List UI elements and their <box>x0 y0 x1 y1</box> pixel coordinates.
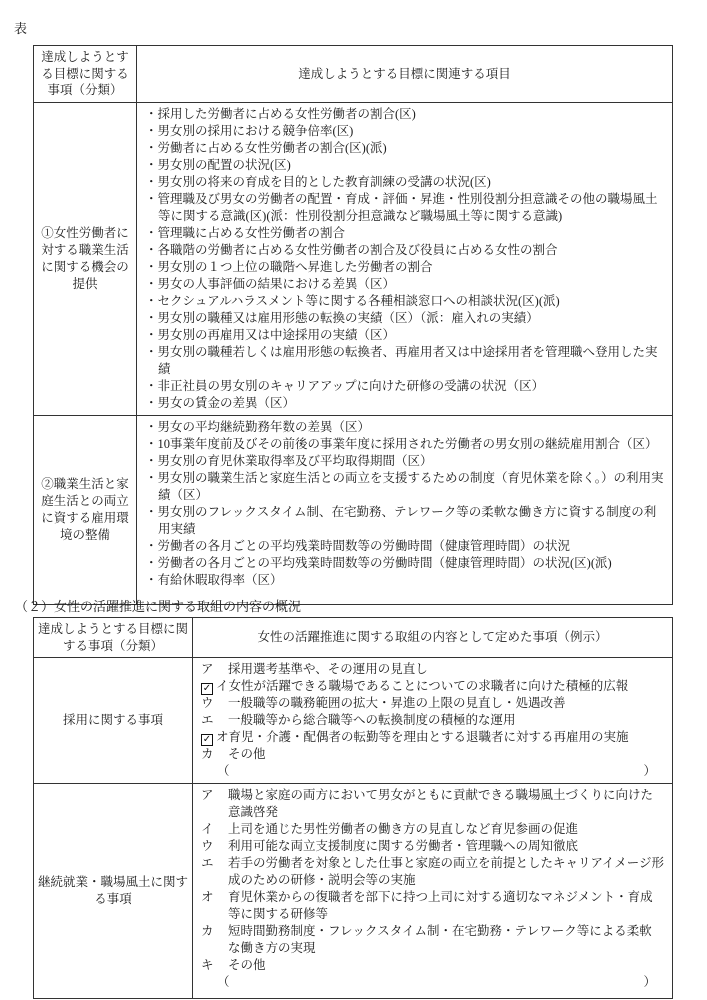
kana-item <box>201 855 664 889</box>
table2-header-category: 達成しようとする目標に関する事項（分類） <box>34 618 193 658</box>
bullet-item <box>145 242 664 259</box>
item-kana: ウ <box>201 839 214 853</box>
bullet-item <box>145 419 664 436</box>
bullet-list <box>145 419 664 589</box>
bullet-item <box>145 140 664 157</box>
bullet-icon: ・ <box>145 538 158 553</box>
bullet-icon: ・ <box>145 453 158 468</box>
bullet-item <box>145 293 664 310</box>
item-text: 管理職に占める女性労働者の割合 <box>157 225 346 240</box>
item-text: その他 <box>228 958 266 972</box>
item-kana: イ <box>216 679 229 693</box>
item-text: 採用選考基準や、その運用の見直し <box>228 662 428 676</box>
item-text: 若手の労働者を対象とした仕事と家庭の両立を前提としたキャリアイメージ形成のための研修・説明会等の実施 <box>228 856 665 887</box>
goal-related-items-table <box>33 45 673 605</box>
item-text: 男女別の育児休業取得率及び平均取得期間（区） <box>157 453 433 468</box>
item-prefix <box>201 712 228 729</box>
bullet-item <box>145 395 664 412</box>
bullet-icon: ・ <box>145 140 158 155</box>
bullet-icon: ・ <box>145 191 158 206</box>
bullet-icon: ・ <box>145 259 158 274</box>
item-text: 育児・介護・配偶者の転勤等を理由とする退職者に対する再雇用の実施 <box>228 730 629 744</box>
bullet-icon: ・ <box>145 327 158 342</box>
item-prefix <box>201 838 228 855</box>
table2-row1-category: 採用に関する事項 <box>34 658 193 784</box>
item-text: 男女別の採用における競争倍率(区) <box>157 123 354 138</box>
bullet-item <box>145 259 664 276</box>
kana-item <box>201 957 664 974</box>
item-text: 採用した労働者に占める女性労働者の割合(区) <box>157 106 416 121</box>
bullet-item <box>145 344 664 378</box>
item-text: 上司を通じた男性労働者の働き方の見直しなど育児参画の促進 <box>228 822 579 836</box>
bullet-icon: ・ <box>145 504 158 519</box>
item-prefix <box>201 957 228 974</box>
item-text: 男女別の再雇用又は中途採用の実績（区） <box>157 327 396 342</box>
item-kana: カ <box>201 924 214 938</box>
item-kana: キ <box>201 958 214 972</box>
table-header-row <box>34 618 673 658</box>
table-row <box>34 658 673 784</box>
kana-item <box>201 821 664 838</box>
initiatives-table <box>33 617 673 999</box>
item-prefix <box>201 923 228 940</box>
bullet-item <box>145 436 664 453</box>
bullet-item <box>145 225 664 242</box>
bullet-icon: ・ <box>145 572 158 587</box>
page-top-label: 表 <box>14 21 28 36</box>
item-text: 男女の平均継続勤務年数の差異（区） <box>157 419 371 434</box>
bullet-item <box>145 378 664 395</box>
other-fill-in-blank <box>201 974 664 991</box>
kana-item <box>201 787 664 821</box>
item-prefix <box>201 855 228 872</box>
kana-item <box>201 889 664 923</box>
checkbox-checked-icon: ✓ <box>202 683 212 694</box>
bullet-item <box>145 327 664 344</box>
bullet-icon: ・ <box>145 378 158 393</box>
kana-list <box>201 661 664 763</box>
paren-close: ） <box>643 975 656 989</box>
item-text: 利用可能な両立支援制度に関する労働者・管理職への周知徹底 <box>228 839 579 853</box>
item-prefix <box>201 889 228 906</box>
item-text: セクシュアルハラスメント等に関する各種相談窓口への相談状況(区)(派) <box>157 293 560 308</box>
item-prefix <box>201 695 228 712</box>
item-prefix <box>201 678 229 695</box>
bullet-icon: ・ <box>145 276 158 291</box>
bullet-icon: ・ <box>145 419 158 434</box>
kana-item <box>201 923 664 957</box>
bullet-item <box>145 538 664 555</box>
table2-row2-items-cell <box>193 784 673 999</box>
bullet-item <box>145 106 664 123</box>
bullet-icon: ・ <box>145 395 158 410</box>
item-text: 男女別の職業生活と家庭生活との両立を支援するための制度（育児休業を除く。）の利用実績（区） <box>157 470 664 502</box>
item-text: 男女別の１つ上位の職階へ昇進した労働者の割合 <box>157 259 433 274</box>
item-text: 男女別の将来の育成を目的とした教育訓練の受講の状況(区) <box>157 174 491 189</box>
bullet-icon: ・ <box>145 470 158 485</box>
kana-list <box>201 787 664 974</box>
bullet-item <box>145 470 664 504</box>
bullet-icon: ・ <box>145 293 158 308</box>
bullet-list <box>145 106 664 412</box>
item-prefix <box>201 729 229 746</box>
item-prefix <box>201 661 228 678</box>
item-text: その他 <box>228 747 266 761</box>
item-text: 一般職等の職務範囲の拡大・昇進の上限の見直し・処遇改善 <box>228 696 566 710</box>
item-text: 非正社員の男女別のキャリアアップに向けた研修の受講の状況（区） <box>157 378 545 393</box>
item-text: 各職階の労働者に占める女性労働者の割合及び役員に占める女性の割合 <box>157 242 558 257</box>
bullet-icon: ・ <box>145 106 158 121</box>
bullet-icon: ・ <box>145 225 158 240</box>
kana-item <box>201 838 664 855</box>
item-text: 男女別の職種若しくは雇用形態の転換者、再雇用者又は中途採用者を管理職へ登用した実績 <box>157 344 658 376</box>
item-text: 男女別のフレックスタイム制、在宅勤務、テレワーク等の柔軟な働き方に資する制度の利用実績 <box>157 504 657 536</box>
table-row <box>34 102 673 415</box>
table1-header-category: 達成しようとする目標に関する事項（分類） <box>34 46 137 103</box>
item-text: 一般職等から総合職等への転換制度の積極的な運用 <box>228 713 516 727</box>
item-prefix <box>201 787 228 804</box>
kana-item <box>201 729 664 746</box>
table2-row1-items-cell <box>193 658 673 784</box>
item-prefix <box>201 746 228 763</box>
bullet-item <box>145 276 664 293</box>
bullet-item <box>145 572 664 589</box>
item-kana: イ <box>201 822 214 836</box>
bullet-item <box>145 504 664 538</box>
kana-item <box>201 746 664 763</box>
item-kana: オ <box>216 730 229 744</box>
table1-row1-category: ①女性労働者に対する職業生活に関する機会の提供 <box>34 102 137 415</box>
item-kana: オ <box>201 890 214 904</box>
table2-row2-category: 継続就業・職場風土に関する事項 <box>34 784 193 999</box>
bullet-item <box>145 157 664 174</box>
bullet-icon: ・ <box>145 157 158 172</box>
paren-open: （ <box>217 975 230 989</box>
item-text: 管理職及び男女の労働者の配置・育成・評価・昇進・性別役割分担意識その他の職場風土等に関する意識(区)(派：性別役割分担意識など職場風土等に関する意識) <box>157 191 658 223</box>
item-text: 男女の賃金の差異（区） <box>157 395 296 410</box>
bullet-item <box>145 310 664 327</box>
item-text: 男女別の職種又は雇用形態の転換の実績（区）（派：雇入れの実績） <box>157 310 539 325</box>
checkbox-checked-icon: ✓ <box>202 734 212 745</box>
bullet-item <box>145 174 664 191</box>
section2-heading: （２）女性の活躍推進に関する取組の内容の概況 <box>15 599 302 614</box>
item-text: 10事業年度前及びその前後の事業年度に採用された労働者の男女別の継続雇用割合（区） <box>157 436 658 451</box>
item-text: 男女別の配置の状況(区) <box>157 157 291 172</box>
bullet-icon: ・ <box>145 310 158 325</box>
kana-item <box>201 695 664 712</box>
item-text: 短時間勤務制度・フレックスタイム制・在宅勤務・テレワーク等による柔軟な働き方の実現 <box>228 924 652 955</box>
item-text: 労働者の各月ごとの平均残業時間数等の労働時間（健康管理時間）の状況(区)(派) <box>157 555 612 570</box>
item-text: 育児休業からの復職者を部下に持つ上司に対する適切なマネジメント・育成等に関する研修等 <box>228 890 653 921</box>
item-kana: ア <box>201 788 214 802</box>
item-kana: カ <box>201 747 214 761</box>
table-row <box>34 415 673 604</box>
bullet-icon: ・ <box>145 555 158 570</box>
bullet-item <box>145 123 664 140</box>
item-text: 男女の人事評価の結果における差異（区） <box>157 276 396 291</box>
kana-item <box>201 678 664 695</box>
item-prefix <box>201 821 228 838</box>
bullet-item <box>145 453 664 470</box>
table1-row1-items-cell <box>137 102 673 415</box>
bullet-item <box>145 191 664 225</box>
item-text: 有給休暇取得率（区） <box>157 572 283 587</box>
table1-header-items: 達成しようとする目標に関連する項目 <box>137 46 673 103</box>
item-text: 労働者に占める女性労働者の割合(区)(派) <box>157 140 387 155</box>
bullet-icon: ・ <box>145 242 158 257</box>
item-text: 労働者の各月ごとの平均残業時間数等の労働時間（健康管理時間）の状況 <box>157 538 571 553</box>
table-row <box>34 784 673 999</box>
bullet-icon: ・ <box>145 123 158 138</box>
item-text: 職場と家庭の両方において男女がともに貢献できる職場風土づくりに向けた意識啓発 <box>228 788 654 819</box>
table1-row2-category: ②職業生活と家庭生活との両立に資する雇用環境の整備 <box>34 415 137 604</box>
other-fill-in-blank <box>201 763 664 780</box>
item-text: 女性が活躍できる職場であることについての求職者に向けた積極的広報 <box>228 679 629 693</box>
item-kana: エ <box>201 713 214 727</box>
bullet-icon: ・ <box>145 436 158 451</box>
paren-close: ） <box>643 764 656 778</box>
bullet-icon: ・ <box>145 174 158 189</box>
kana-item <box>201 712 664 729</box>
paren-open: （ <box>217 764 230 778</box>
kana-item <box>201 661 664 678</box>
item-kana: ウ <box>201 696 214 710</box>
item-kana: ア <box>201 662 214 676</box>
bullet-item <box>145 555 664 572</box>
table2-header-items: 女性の活躍推進に関する取組の内容として定めた事項（例示） <box>193 618 673 658</box>
bullet-icon: ・ <box>145 344 158 359</box>
item-kana: エ <box>201 856 214 870</box>
table1-row2-items-cell <box>137 415 673 604</box>
table-header-row <box>34 46 673 103</box>
